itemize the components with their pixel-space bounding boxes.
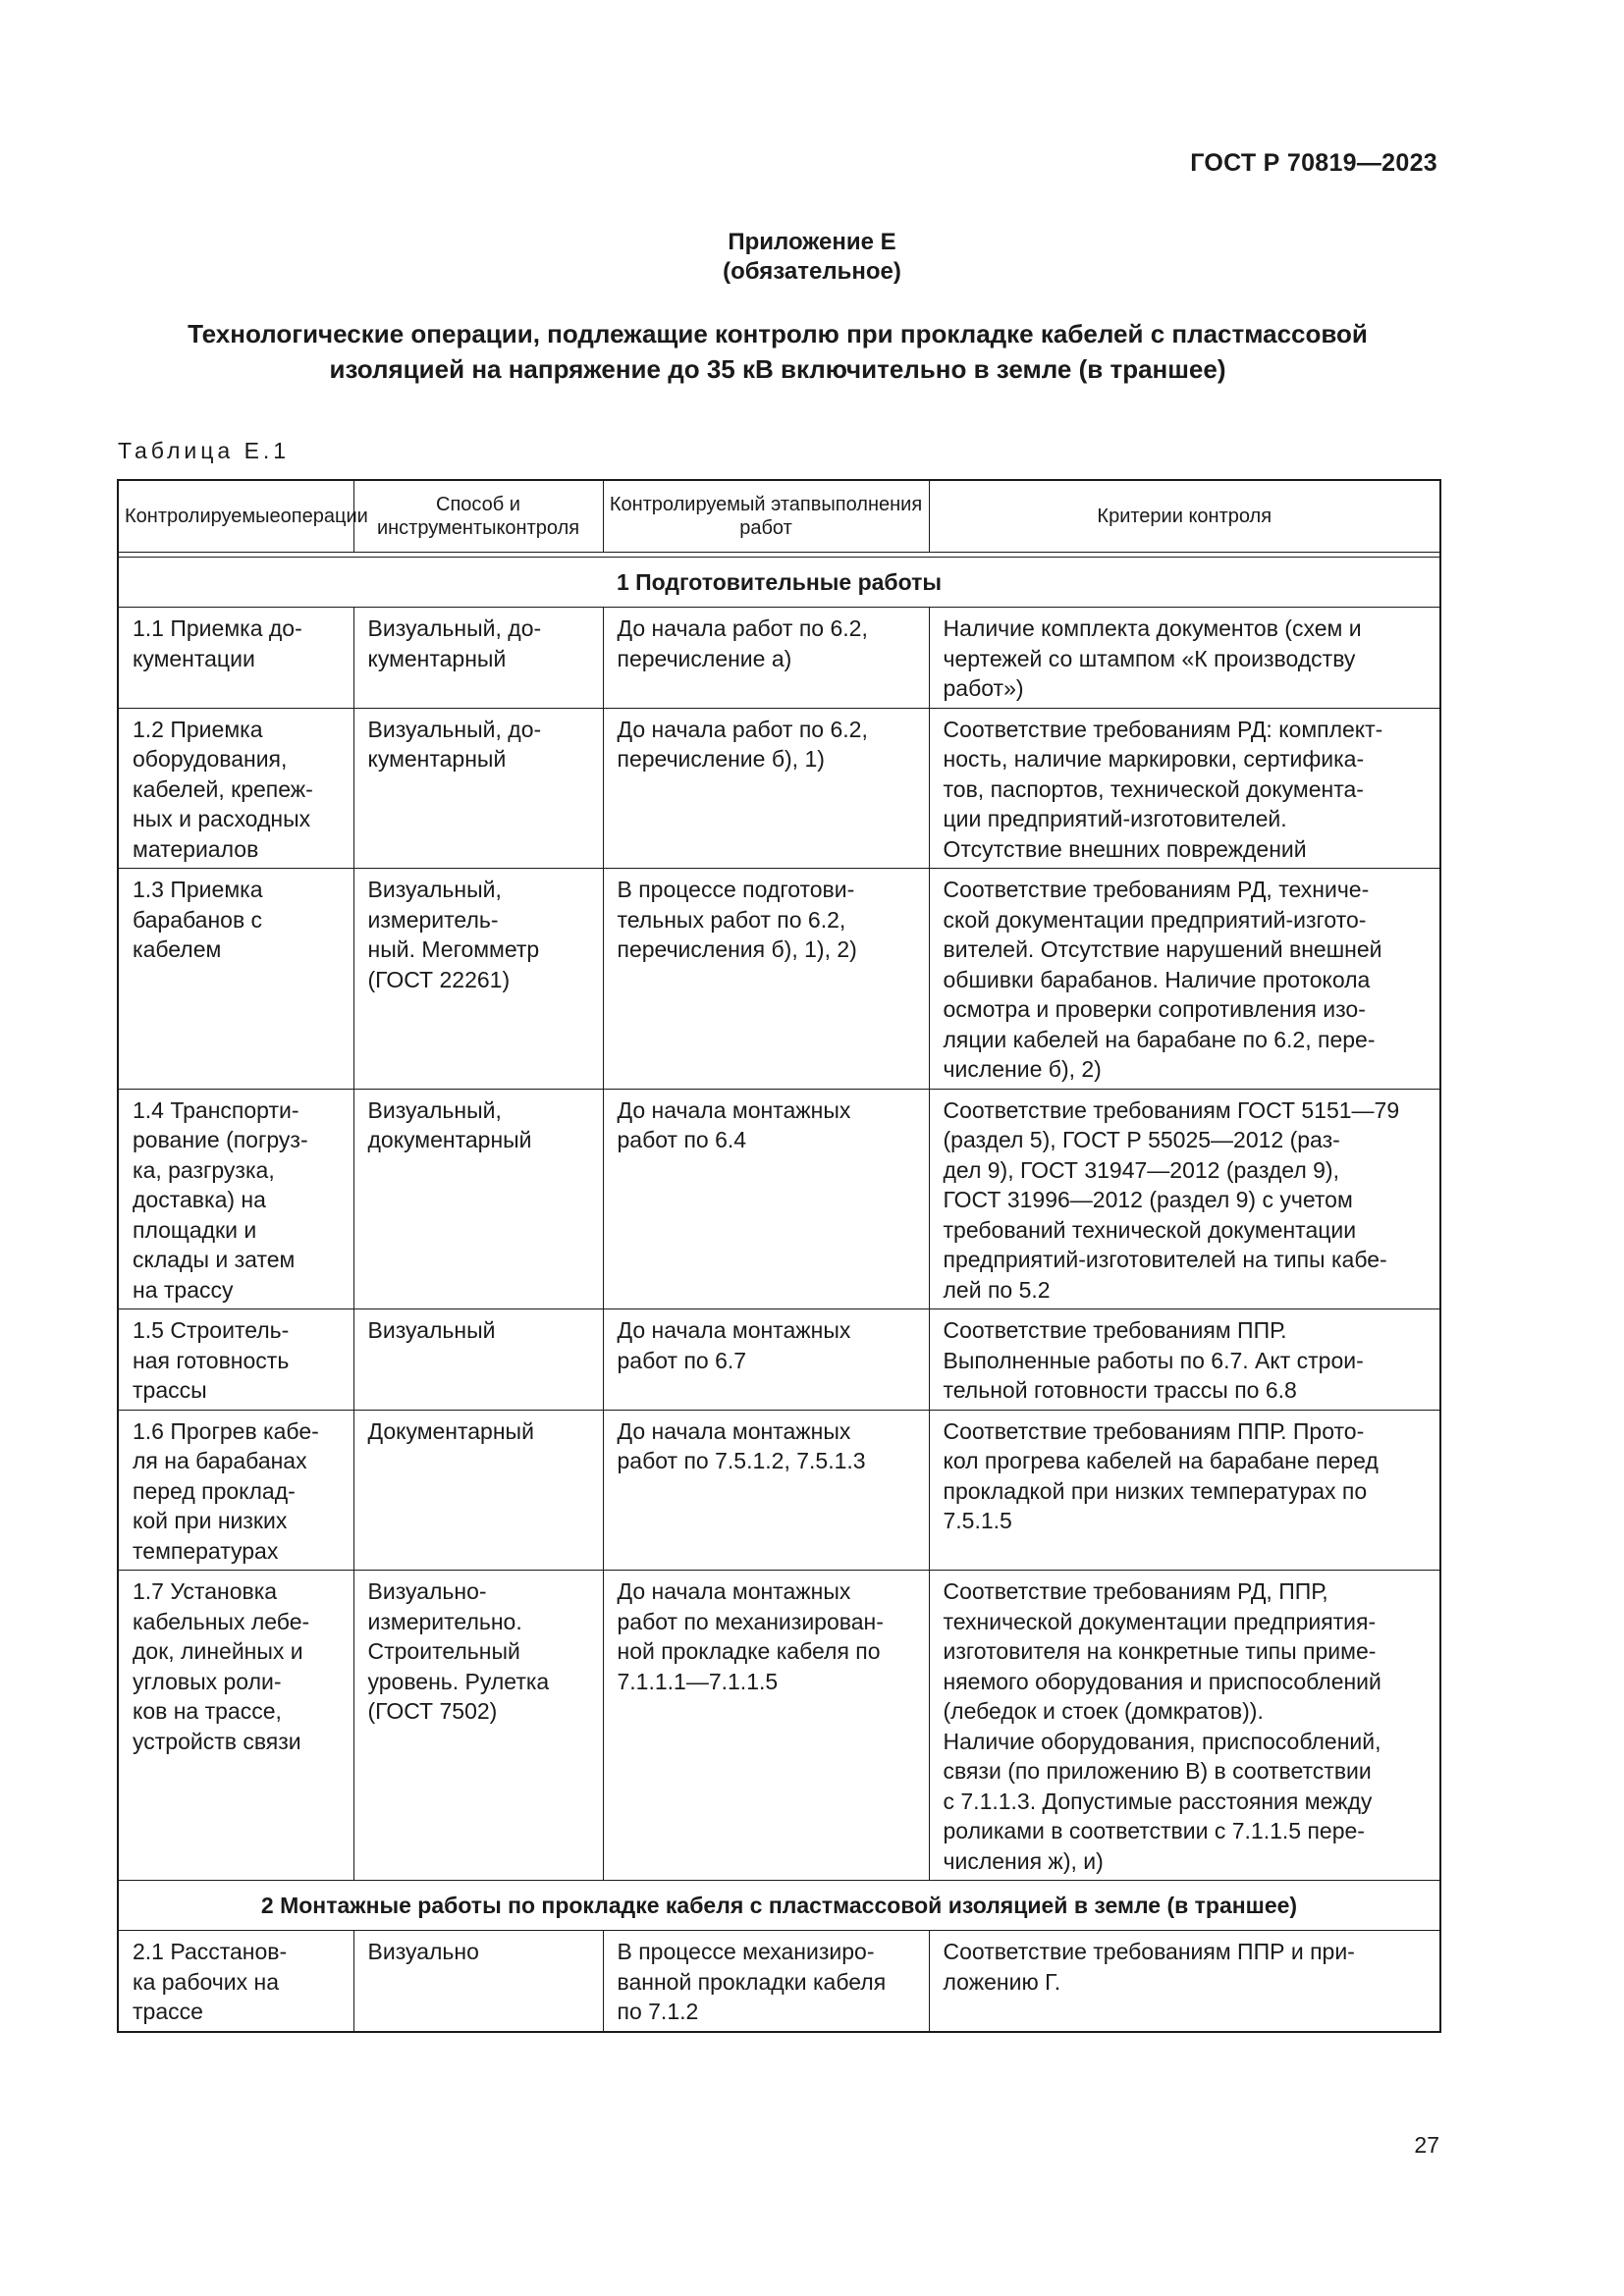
cell-method — [353, 608, 603, 709]
cell-line: Визуально — [367, 1939, 479, 1964]
cell-line: доставка) на — [133, 1187, 266, 1212]
control-table-wrapper — [117, 479, 1439, 2033]
cell-line: няемого оборудования и приспособлений — [943, 1668, 1381, 1694]
cell-line: Контролируемый этап — [609, 494, 811, 515]
cell-line: Контролируемые — [125, 506, 281, 527]
table-header-row — [118, 480, 1440, 553]
cell-line: устройств связи — [133, 1728, 301, 1754]
cell-line: 1.7 Установка — [133, 1578, 278, 1604]
cell-line: До начала монтажных — [617, 1317, 851, 1343]
cell-line: До начала монтажных — [617, 1096, 851, 1123]
annex-status: (обязательное) — [723, 258, 901, 285]
section-heading: 1 Подготовительные работы — [118, 558, 1440, 608]
cell-line: операции — [280, 506, 368, 527]
cell-line: склады и затем — [133, 1247, 296, 1272]
table-row — [118, 1089, 1440, 1309]
cell-line: осмотра и проверки сопротивления изо- — [943, 996, 1366, 1022]
cell-line: 1.1 Приемка до- — [133, 615, 302, 641]
cell-line: ложению Г. — [943, 1968, 1061, 1995]
cell-line: Соответствие требованиям ППР. Прото- — [943, 1417, 1365, 1444]
cell-line: Визуальный — [367, 1317, 496, 1343]
cell-line: перечисление а) — [617, 645, 792, 671]
cell-criteria — [929, 1089, 1440, 1309]
cell-stage — [603, 1571, 929, 1881]
cell-line: ка рабочих на — [133, 1968, 280, 1995]
cell-operation — [118, 708, 353, 869]
cell-line: по 7.1.2 — [617, 1999, 699, 2024]
cell-line: Наличие комплекта документов (схем и — [943, 615, 1362, 641]
annex-title-line: изоляцией на напряжение до 35 кВ включительно в земле (в траншее) — [329, 354, 1226, 384]
cell-line: требований технической документации — [943, 1216, 1357, 1243]
cell-line: Соответствие требованиям РД, ППР, — [943, 1578, 1328, 1604]
cell-line: (ГОСТ 7502) — [367, 1698, 498, 1724]
document-code: ГОСТ Р 70819—2023 — [1190, 149, 1437, 177]
cell-stage — [603, 608, 929, 709]
cell-line: ков на трассе, — [133, 1698, 282, 1724]
cell-line: лей по 5.2 — [943, 1276, 1051, 1303]
cell-stage — [603, 1089, 929, 1309]
cell-method — [353, 708, 603, 869]
cell-line: Визуальный, до- — [367, 716, 542, 742]
cell-line: кабелей, крепеж- — [133, 775, 313, 802]
cell-line: Визуальный, до- — [367, 615, 542, 641]
table-row — [118, 869, 1440, 1090]
cell-method — [353, 1410, 603, 1571]
cell-operation — [118, 1410, 353, 1571]
cell-line: Выполненные работы по 6.7. Акт строи- — [943, 1347, 1364, 1373]
cell-line: кументарный — [367, 746, 507, 772]
cell-line: Соответствие требованиям ППР и при- — [943, 1939, 1355, 1964]
cell-operation — [118, 608, 353, 709]
cell-operation — [118, 1571, 353, 1881]
cell-method — [353, 1931, 603, 2032]
cell-line: ванной прокладки кабеля — [617, 1968, 887, 1995]
cell-line: числение б), 2) — [943, 1056, 1102, 1082]
cell-line: работ по 6.4 — [617, 1127, 747, 1152]
cell-line: температурах — [133, 1537, 279, 1564]
cell-stage — [603, 708, 929, 869]
cell-line: выполнения работ — [739, 494, 923, 539]
cell-line: технической документации предприятия- — [943, 1608, 1377, 1634]
annex-label: Приложение Е — [728, 229, 896, 255]
cell-line: ляции кабелей на барабане по 6.2, пере- — [943, 1026, 1376, 1052]
cell-line: предприятий-изготовителей на типы кабе- — [943, 1247, 1387, 1272]
cell-line: 1.3 Приемка — [133, 877, 263, 902]
cell-line: 1.5 Строитель- — [133, 1317, 290, 1343]
cell-line: кументации — [133, 645, 255, 671]
cell-line: Критерии контроля — [1097, 506, 1272, 527]
cell-line: с 7.1.1.3. Допустимые расстояния между — [943, 1788, 1373, 1814]
table-row — [118, 1309, 1440, 1411]
cell-method — [353, 1089, 603, 1309]
cell-line: До начала работ по 6.2, — [617, 716, 868, 742]
cell-line: (лебедок и стоек (домкратов)). — [943, 1698, 1264, 1724]
cell-line: ГОСТ 31996—2012 (раздел 9) с учетом — [943, 1187, 1353, 1212]
cell-method — [353, 1309, 603, 1411]
cell-stage — [603, 1931, 929, 2032]
cell-line: вителей. Отсутствие нарушений внешней — [943, 936, 1382, 962]
cell-line: на трассу — [133, 1276, 234, 1303]
cell-line: работ по 7.5.1.2, 7.5.1.3 — [617, 1448, 866, 1473]
cell-line: Соответствие требованиям РД, техниче- — [943, 877, 1370, 902]
cell-line: В процессе механизиро- — [617, 1939, 875, 1964]
cell-line: 1.2 Приемка — [133, 716, 263, 742]
cell-line: ных и расходных — [133, 806, 311, 831]
annex-heading — [0, 228, 1624, 287]
cell-line: Соответствие требованиям ППР. — [943, 1317, 1287, 1343]
cell-line: измеритель- — [367, 906, 499, 933]
annex-title — [118, 316, 1437, 387]
cell-criteria — [929, 608, 1440, 709]
cell-line: ка, разгрузка, — [133, 1156, 275, 1183]
cell-line: 7.5.1.5 — [943, 1508, 1012, 1533]
annex-title-line: Технологические операции, подлежащие контролю при прокладке кабелей с пластмассовой — [188, 319, 1368, 348]
cell-line: Строительный — [367, 1638, 520, 1664]
cell-line: перечисление б), 1) — [617, 746, 825, 772]
cell-line: трассе — [133, 1999, 203, 2024]
table-row — [118, 1571, 1440, 1881]
cell-line: 1.6 Прогрев кабе- — [133, 1417, 319, 1444]
column-header-operations — [118, 480, 368, 553]
cell-line: ность, наличие маркировки, сертифика- — [943, 746, 1365, 772]
cell-line: кой при низких — [133, 1508, 288, 1533]
section-row — [118, 558, 1440, 608]
cell-line: ная готовность — [133, 1347, 290, 1373]
cell-line: работ по 6.7 — [617, 1347, 747, 1373]
cell-line: Соответствие требованиям РД: комплект- — [943, 716, 1383, 742]
cell-criteria — [929, 1571, 1440, 1881]
cell-line: 1.4 Транспорти- — [133, 1096, 299, 1123]
cell-line: Визуально- — [367, 1578, 487, 1604]
cell-line: прокладкой при низких температурах по — [943, 1477, 1368, 1504]
cell-method — [353, 869, 603, 1090]
cell-line: 2.1 Расстанов- — [133, 1939, 288, 1964]
table-row — [118, 608, 1440, 709]
cell-line: Визуальный, — [367, 877, 502, 902]
cell-line: Соответствие требованиям ГОСТ 5151—79 — [943, 1096, 1400, 1123]
cell-line: тов, паспортов, технической документа- — [943, 775, 1364, 802]
cell-line: контроля — [496, 517, 580, 539]
cell-line: Документарный — [367, 1417, 534, 1444]
cell-criteria — [929, 869, 1440, 1090]
cell-line: оборудования, — [133, 746, 288, 772]
cell-line: кабельных лебе- — [133, 1608, 310, 1634]
column-header-criteria — [929, 480, 1440, 553]
control-operations-table — [117, 479, 1441, 2033]
cell-line: тельной готовности трассы по 6.8 — [943, 1377, 1297, 1403]
cell-line: кументарный — [367, 645, 507, 671]
cell-line: изготовителя на конкретные типы приме- — [943, 1638, 1377, 1664]
cell-operation — [118, 1089, 353, 1309]
page-number: 27 — [1414, 2132, 1439, 2158]
cell-line: ный. Мегомметр — [367, 936, 540, 962]
cell-operation — [118, 869, 353, 1090]
cell-line: трассы — [133, 1377, 207, 1403]
cell-line: документарный — [367, 1127, 532, 1152]
table-body — [118, 553, 1440, 2032]
cell-line: дел 9), ГОСТ 31947—2012 (раздел 9), — [943, 1156, 1339, 1183]
cell-line: угловых роли- — [133, 1668, 282, 1694]
cell-line: площадки и — [133, 1216, 257, 1243]
cell-line: ской документации предприятий-изгото- — [943, 906, 1367, 933]
cell-line: док, линейных и — [133, 1638, 303, 1664]
column-header-stage — [603, 480, 929, 553]
cell-line: Отсутствие внешних повреждений — [943, 835, 1307, 862]
cell-line: (ГОСТ 22261) — [367, 966, 511, 992]
table-caption: Таблица Е.1 — [118, 438, 291, 463]
cell-line: барабанов с — [133, 906, 263, 933]
cell-line: рование (погруз- — [133, 1127, 308, 1152]
table-row — [118, 1931, 1440, 2032]
table-row — [118, 1410, 1440, 1571]
cell-line: чертежей со штампом «К производству — [943, 645, 1356, 671]
cell-line: кабелем — [133, 936, 222, 962]
section-heading: 2 Монтажные работы по прокладке кабеля с пластмассовой изоляцией в земле (в траншее) — [118, 1881, 1440, 1931]
cell-line: ной прокладке кабеля по — [617, 1638, 881, 1664]
cell-line: До начала работ по 6.2, — [617, 615, 868, 641]
cell-line: (раздел 5), ГОСТ Р 55025—2012 (раз- — [943, 1127, 1340, 1152]
cell-criteria — [929, 1410, 1440, 1571]
cell-line: Способ и инструменты — [376, 494, 520, 539]
cell-line: материалов — [133, 835, 259, 862]
cell-line: перечисления б), 1), 2) — [617, 936, 857, 962]
cell-line: До начала монтажных — [617, 1578, 851, 1604]
cell-line: обшивки барабанов. Наличие протокола — [943, 966, 1371, 992]
cell-line: связи (по приложению В) в соответствии — [943, 1758, 1372, 1784]
cell-line: измерительно. — [367, 1608, 522, 1634]
cell-line: работ по механизирован- — [617, 1608, 884, 1634]
cell-line: Наличие оборудования, приспособлений, — [943, 1728, 1381, 1754]
cell-line: 7.1.1.1—7.1.1.5 — [617, 1668, 779, 1694]
cell-line: числения ж), и) — [943, 1847, 1104, 1874]
cell-stage — [603, 1309, 929, 1411]
cell-line: перед проклад- — [133, 1477, 296, 1504]
section-row — [118, 1881, 1440, 1931]
cell-operation — [118, 1931, 353, 2032]
cell-criteria — [929, 1931, 1440, 2032]
cell-line: роликами в соответствии с 7.1.1.5 пере- — [943, 1818, 1365, 1843]
cell-line: До начала монтажных — [617, 1417, 851, 1444]
cell-line: работ») — [943, 675, 1024, 701]
cell-line: В процессе подготови- — [617, 877, 855, 902]
cell-method — [353, 1571, 603, 1881]
cell-stage — [603, 1410, 929, 1571]
cell-criteria — [929, 708, 1440, 869]
cell-criteria — [929, 1309, 1440, 1411]
cell-line: ции предприятий-изготовителей. — [943, 806, 1287, 831]
table-row — [118, 708, 1440, 869]
cell-stage — [603, 869, 929, 1090]
cell-line: кол прогрева кабелей на барабане перед — [943, 1448, 1379, 1473]
column-header-method — [353, 480, 603, 553]
cell-line: тельных работ по 6.2, — [617, 906, 846, 933]
cell-operation — [118, 1309, 353, 1411]
cell-line: уровень. Рулетка — [367, 1668, 550, 1694]
cell-line: ля на барабанах — [133, 1448, 307, 1473]
cell-line: Визуальный, — [367, 1096, 502, 1123]
